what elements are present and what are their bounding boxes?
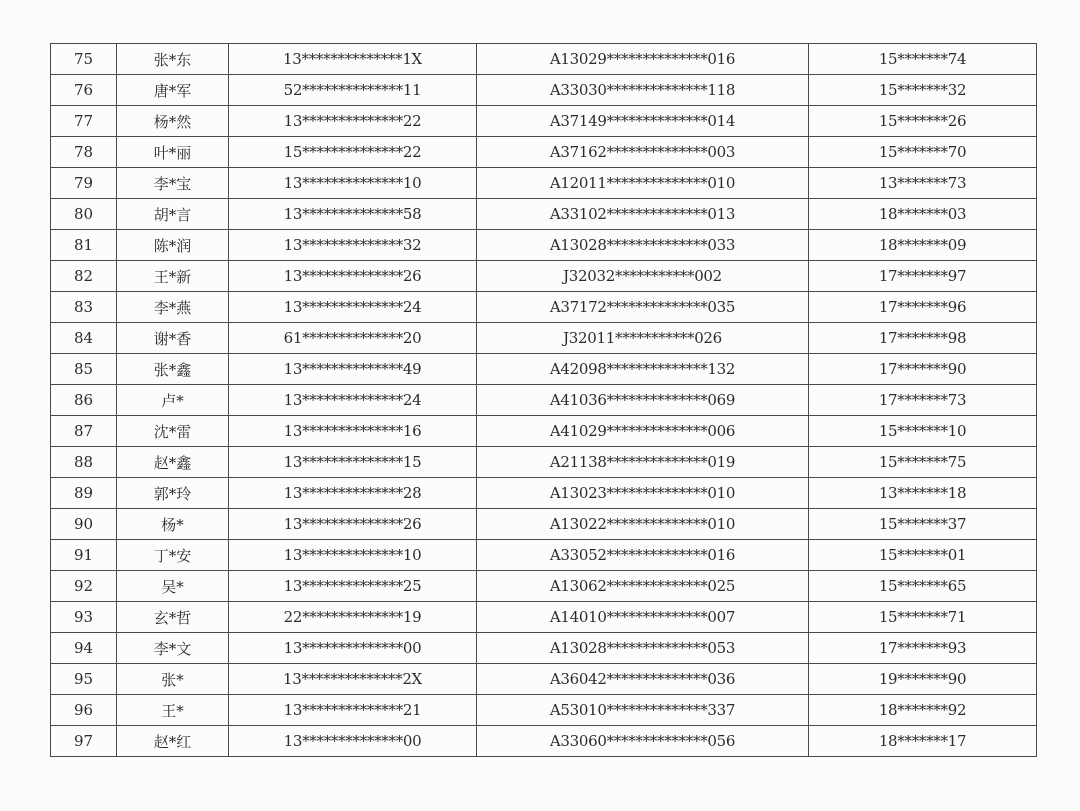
id-number: 13**************24: [229, 292, 477, 323]
table-row: [51, 664, 1037, 695]
table-row: [51, 199, 1037, 230]
row-number: 79: [51, 168, 117, 199]
person-name: 李*燕: [117, 292, 229, 323]
certificate-number: A33052**************016: [477, 540, 809, 571]
id-number: 15**************22: [229, 137, 477, 168]
certificate-number: A13062**************025: [477, 571, 809, 602]
row-number: 97: [51, 726, 117, 757]
roster-table: [50, 43, 1037, 757]
id-number: 13**************21: [229, 695, 477, 726]
id-number: 13**************58: [229, 199, 477, 230]
id-number: 61**************20: [229, 323, 477, 354]
phone-number: 15*******65: [809, 571, 1037, 602]
row-number: 84: [51, 323, 117, 354]
row-number: 77: [51, 106, 117, 137]
table-row: [51, 354, 1037, 385]
table-row: [51, 261, 1037, 292]
id-number: 13**************28: [229, 478, 477, 509]
person-name: 张*东: [117, 44, 229, 75]
row-number: 93: [51, 602, 117, 633]
phone-number: 18*******92: [809, 695, 1037, 726]
table-row: [51, 602, 1037, 633]
person-name: 张*: [117, 664, 229, 695]
id-number: 13**************26: [229, 261, 477, 292]
phone-number: 19*******90: [809, 664, 1037, 695]
phone-number: 13*******18: [809, 478, 1037, 509]
table-row: [51, 447, 1037, 478]
row-number: 75: [51, 44, 117, 75]
person-name: 玄*哲: [117, 602, 229, 633]
table-row: [51, 168, 1037, 199]
row-number: 92: [51, 571, 117, 602]
phone-number: 15*******37: [809, 509, 1037, 540]
certificate-number: A37149**************014: [477, 106, 809, 137]
phone-number: 18*******17: [809, 726, 1037, 757]
person-name: 赵*红: [117, 726, 229, 757]
phone-number: 15*******74: [809, 44, 1037, 75]
row-number: 83: [51, 292, 117, 323]
phone-number: 17*******96: [809, 292, 1037, 323]
roster-body: [51, 44, 1037, 757]
certificate-number: A37172**************035: [477, 292, 809, 323]
certificate-number: A13028**************053: [477, 633, 809, 664]
person-name: 沈*雷: [117, 416, 229, 447]
person-name: 卢*: [117, 385, 229, 416]
person-name: 胡*言: [117, 199, 229, 230]
person-name: 王*: [117, 695, 229, 726]
id-number: 13**************00: [229, 633, 477, 664]
certificate-number: A41029**************006: [477, 416, 809, 447]
person-name: 王*新: [117, 261, 229, 292]
row-number: 80: [51, 199, 117, 230]
id-number: 13**************15: [229, 447, 477, 478]
phone-number: 13*******73: [809, 168, 1037, 199]
row-number: 81: [51, 230, 117, 261]
phone-number: 15*******32: [809, 75, 1037, 106]
person-name: 丁*安: [117, 540, 229, 571]
id-number: 13**************10: [229, 168, 477, 199]
certificate-number: A33102**************013: [477, 199, 809, 230]
table-row: [51, 230, 1037, 261]
id-number: 22**************19: [229, 602, 477, 633]
phone-number: 15*******01: [809, 540, 1037, 571]
row-number: 90: [51, 509, 117, 540]
row-number: 91: [51, 540, 117, 571]
certificate-number: A41036**************069: [477, 385, 809, 416]
person-name: 叶*丽: [117, 137, 229, 168]
row-number: 86: [51, 385, 117, 416]
table-row: [51, 571, 1037, 602]
phone-number: 15*******75: [809, 447, 1037, 478]
table-row: [51, 44, 1037, 75]
table-row: [51, 509, 1037, 540]
row-number: 88: [51, 447, 117, 478]
person-name: 陈*润: [117, 230, 229, 261]
phone-number: 17*******93: [809, 633, 1037, 664]
table-row: [51, 385, 1037, 416]
certificate-number: A13028**************033: [477, 230, 809, 261]
phone-number: 18*******03: [809, 199, 1037, 230]
table-row: [51, 633, 1037, 664]
certificate-number: A53010**************337: [477, 695, 809, 726]
id-number: 13**************24: [229, 385, 477, 416]
row-number: 95: [51, 664, 117, 695]
certificate-number: A36042**************036: [477, 664, 809, 695]
id-number: 13**************2X: [229, 664, 477, 695]
id-number: 13**************1X: [229, 44, 477, 75]
phone-number: 17*******97: [809, 261, 1037, 292]
phone-number: 17*******98: [809, 323, 1037, 354]
person-name: 吴*: [117, 571, 229, 602]
id-number: 13**************16: [229, 416, 477, 447]
table-row: [51, 726, 1037, 757]
phone-number: 17*******90: [809, 354, 1037, 385]
row-number: 89: [51, 478, 117, 509]
phone-number: 15*******26: [809, 106, 1037, 137]
person-name: 杨*然: [117, 106, 229, 137]
certificate-number: J32011***********026: [477, 323, 809, 354]
person-name: 唐*军: [117, 75, 229, 106]
certificate-number: A21138**************019: [477, 447, 809, 478]
row-number: 82: [51, 261, 117, 292]
phone-number: 15*******70: [809, 137, 1037, 168]
certificate-number: A33030**************118: [477, 75, 809, 106]
table-row: [51, 137, 1037, 168]
id-number: 13**************10: [229, 540, 477, 571]
id-number: 13**************25: [229, 571, 477, 602]
phone-number: 18*******09: [809, 230, 1037, 261]
table-row: [51, 75, 1037, 106]
phone-number: 15*******10: [809, 416, 1037, 447]
row-number: 87: [51, 416, 117, 447]
person-name: 张*鑫: [117, 354, 229, 385]
certificate-number: A13023**************010: [477, 478, 809, 509]
person-name: 谢*香: [117, 323, 229, 354]
row-number: 85: [51, 354, 117, 385]
row-number: 78: [51, 137, 117, 168]
certificate-number: A37162**************003: [477, 137, 809, 168]
id-number: 13**************32: [229, 230, 477, 261]
certificate-number: A14010**************007: [477, 602, 809, 633]
certificate-number: A42098**************132: [477, 354, 809, 385]
certificate-number: J32032***********002: [477, 261, 809, 292]
person-name: 杨*: [117, 509, 229, 540]
phone-number: 15*******71: [809, 602, 1037, 633]
table-row: [51, 540, 1037, 571]
id-number: 52**************11: [229, 75, 477, 106]
person-name: 郭*玲: [117, 478, 229, 509]
phone-number: 17*******73: [809, 385, 1037, 416]
table-row: [51, 292, 1037, 323]
table-row: [51, 106, 1037, 137]
table-row: [51, 695, 1037, 726]
person-name: 李*文: [117, 633, 229, 664]
id-number: 13**************26: [229, 509, 477, 540]
id-number: 13**************49: [229, 354, 477, 385]
person-name: 李*宝: [117, 168, 229, 199]
table-row: [51, 478, 1037, 509]
certificate-number: A13022**************010: [477, 509, 809, 540]
row-number: 76: [51, 75, 117, 106]
id-number: 13**************22: [229, 106, 477, 137]
row-number: 96: [51, 695, 117, 726]
table-row: [51, 323, 1037, 354]
table-row: [51, 416, 1037, 447]
person-name: 赵*鑫: [117, 447, 229, 478]
row-number: 94: [51, 633, 117, 664]
certificate-number: A12011**************010: [477, 168, 809, 199]
certificate-number: A13029**************016: [477, 44, 809, 75]
certificate-number: A33060**************056: [477, 726, 809, 757]
id-number: 13**************00: [229, 726, 477, 757]
